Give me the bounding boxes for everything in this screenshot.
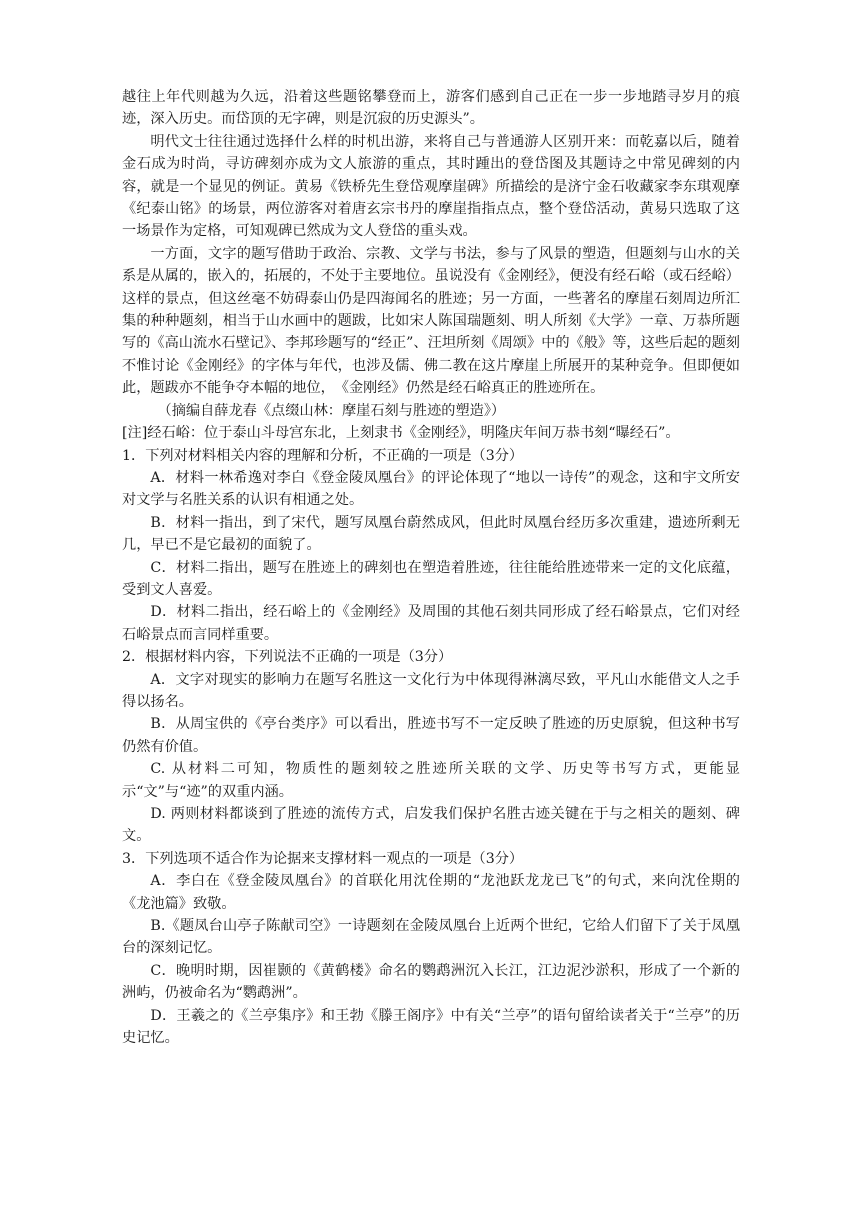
q1-option-c: C．材料二指出，题写在胜迹上的碑刻也在塑造着胜迹，往往能给胜迹带来一定的文化底蕴，受到文人喜爱。: [122, 559, 740, 598]
paragraph-ming-dynasty: 明代文士往往通过选择什么样的时机出游，来将自己与普通游人区别开来：而乾嘉以后，随着金石成为时尚，寻访碑刻亦成为文人旅游的重点，其时踵出的登岱图及其题诗之中常见碑刻的内容，就是一个显见的例证。黄易《铁桥先生登岱观摩崖碑》所描绘的是济宁金石收藏家李东琪观摩《纪泰山铭》的场景，两位游客对着唐玄宗书丹的摩崖指指点点，整个登岱活动，黄易只选取了这一场景作为定格，可知观碑已然成为文人登岱的重头戏。: [122, 133, 740, 240]
q2-option-c: C. 从材料二可知，物质性的题刻较之胜迹所关联的文学、历史等书写方式，更能显示“文”与“迹”的双重内涵。: [122, 761, 740, 800]
q1-option-a: A．材料一林希逸对李白《登金陵凤凰台》的评论体现了“地以一诗传”的观念，这和宇文所安对文学与名胜关系的认识有相通之处。: [122, 469, 740, 509]
q3-option-d: D．王羲之的《兰亭集序》和王勃《滕王阁序》中有关“兰亭”的语句留给读者关于“兰亭”的历史记忆。: [122, 1007, 740, 1047]
q1-option-d: D．材料二指出，经石峪上的《金刚经》及周围的其他石刻共同形成了经石峪景点，它们对经石峪景点而言同样重要。: [122, 604, 740, 643]
source-citation: （摘编自薛龙春《点缀山林：摩崖石刻与胜迹的塑造》）: [157, 402, 506, 419]
question-3: 3．下列选项不适合作为论据来支撑材料一观点的一项是（3分）: [122, 850, 524, 867]
q3-option-b: B.《题凤台山亭子陈献司空》一诗题刻在金陵凤凰台上近两个世纪，它给人们留下了关于凤凰台的深刻记忆。: [122, 918, 740, 957]
q3-option-a: A．李白在《登金陵凤凰台》的首联化用沈佺期的“龙池跃龙龙已飞”的句式，来向沈佺期的《龙池篇》致敬。: [122, 873, 740, 912]
question-1: 1．下列对材料相关内容的理解和分析，不正确的一项是（3分）: [122, 447, 524, 464]
q3-option-c: C．晚明时期，因崔颢的《黄鹤楼》命名的鹦鹉洲沉入长江，江边泥沙淤积，形成了一个新的洲屿，仍被命名为“鹦鹉洲”。: [122, 962, 740, 1002]
q2-option-d: D. 两则材料都谈到了胜迹的流传方式，启发我们保护名胜古迹关键在于与之相关的题刻、碑文。: [122, 806, 740, 845]
paragraph-inscriptions: 一方面，文字的题写借助于政治、宗教、文学与书法，参与了风景的塑造，但题刻与山水的关系是从属的，嵌入的，拓展的，不处于主要地位。虽说没有《金刚经》，便没有经石峪（或石经峪）这样的景点，但这丝毫不妨碍泰山仍是四海闻名的胜迹；另一方面，一些著名的摩崖石刻周边所汇集的种种题刻，相当于山水画中的题跋，比如宋人陈国瑞题刻、明人所刻《大学》一章、万恭所题写的《高山流水石壁记》、李邦珍题写的“经正”、汪坦所刻《周颂》中的《般》等，这些后起的题刻不惟讨论《金刚经》的字体与年代，也涉及儒、佛二教在这片摩崖上所展开的某种竞争。但即便如此，题跋亦不能争夺本幅的地位， 《金刚经》仍然是经石峪真正的胜迹所在。: [122, 245, 740, 397]
q2-option-a: A．文字对现实的影响力在题写名胜这一文化行为中体现得淋漓尽致，平凡山水能借文人之手得以扬名。: [122, 671, 740, 710]
q2-option-b: B．从周宝供的《亭台类序》可以看出，胜迹书写不一定反映了胜迹的历史原貌，但这种书写仍然有价值。: [122, 716, 740, 755]
footnote: [注]经石峪：位于泰山斗母宫东北，上刻隶书《金刚经》，明隆庆年间万恭书刻“曝经石”。: [122, 425, 680, 442]
paragraph-continuation: 越往上年代则越为久远，沿着这些题铭攀登而上，游客们感到自己正在一步一步地踏寻岁月的痕迹，深入历史。而岱顶的无字碑，则是沉寂的历史源头”。: [122, 89, 740, 128]
question-2: 2．根据材料内容，下列说法不正确的一项是（3分）: [122, 649, 453, 666]
document-page: [122, 86, 740, 1049]
q1-option-b: B．材料一指出，到了宋代，题写凤凰台蔚然成风，但此时凤凰台经历多次重建，遗迹所剩无几，早已不是它最初的面貌了。: [122, 514, 740, 554]
